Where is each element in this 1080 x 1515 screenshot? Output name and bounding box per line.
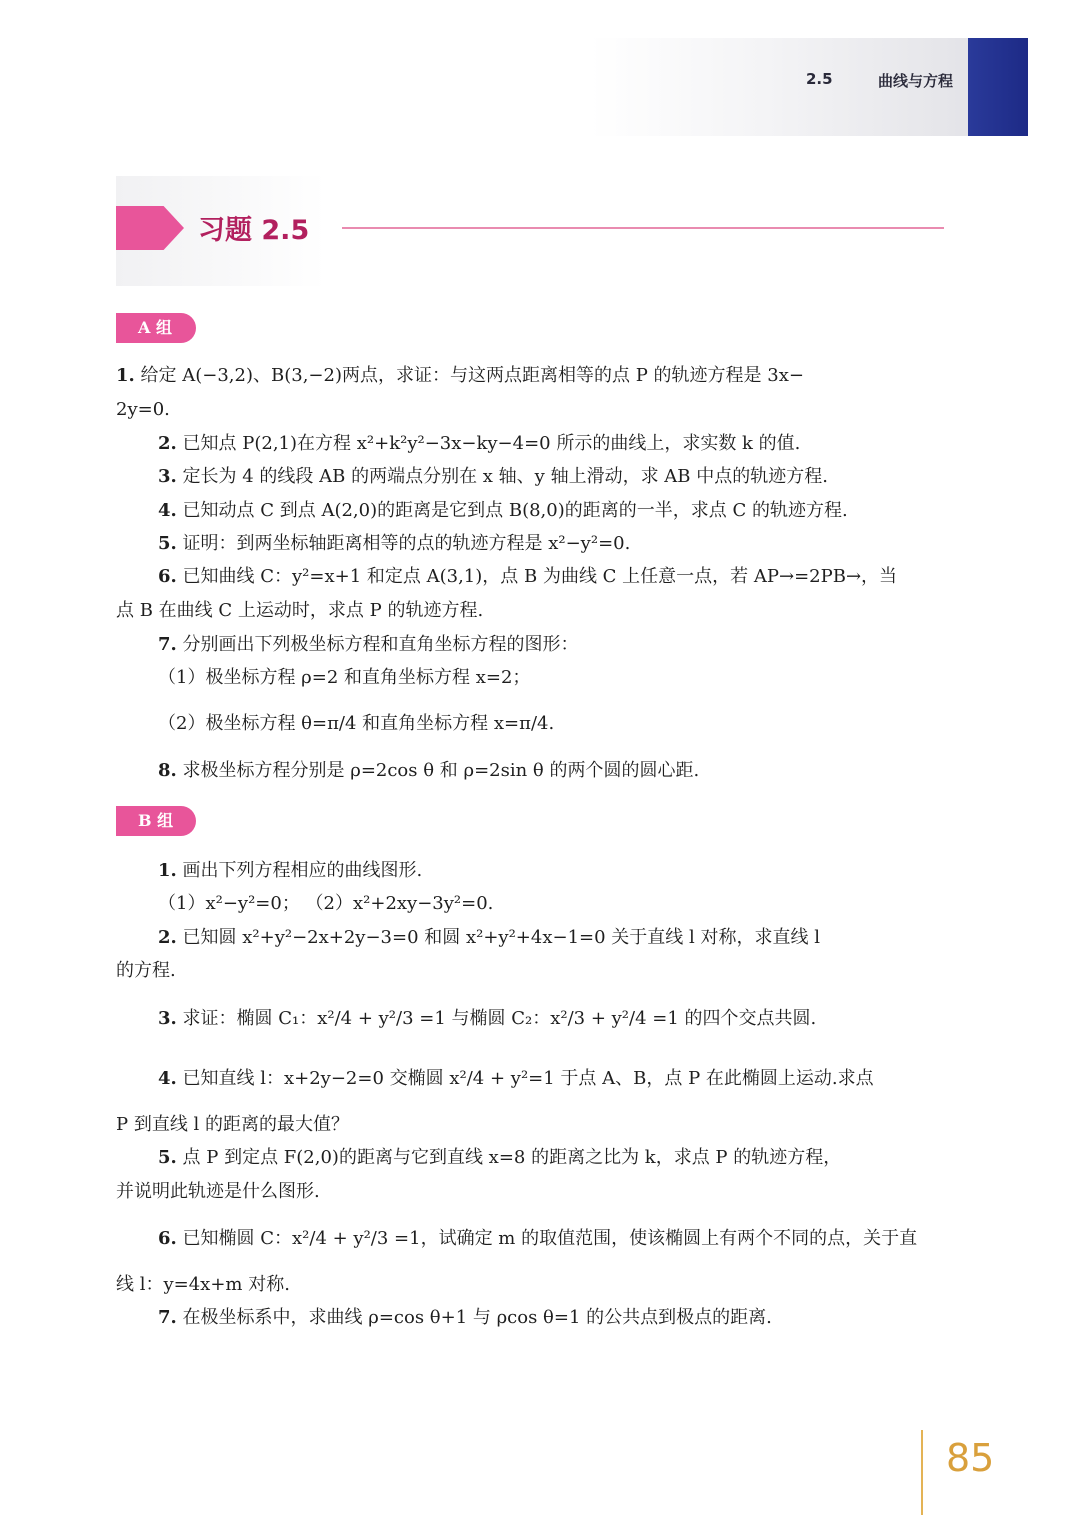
exercise-line: 1. 给定 A(−3,2)、B(3,−2)两点，求证：与这两点距离相等的点 P 的轨迹方程是 3x− <box>116 365 804 386</box>
exercise-line: 线 l：y=4x+m 对称. <box>116 1274 290 1295</box>
exercise-line: 8. 求极坐标方程分别是 ρ=2cos θ 和 ρ=2sin θ 的两个圆的圆心距. <box>158 760 700 781</box>
exercise-line: 6. 已知椭圆 C：x²/4 + y²/3 =1，试确定 m 的取值范围，使该椭圆上有两个不同的点，关于直 <box>158 1228 918 1249</box>
section-number: 2.5 <box>806 70 833 88</box>
exercise-line: 4. 已知动点 C 到点 A(2,0)的距离是它到点 B(8,0)的距离的一半，求点 C 的轨迹方程. <box>158 500 848 521</box>
exercise-line: （1）x²−y²=0； （2）x²+2xy−3y²=0. <box>158 893 494 914</box>
exercise-line: 6. 已知曲线 C：y²=x+1 和定点 A(3,1)，点 B 为曲线 C 上任意一点，若 AP→=2PB→，当 <box>158 566 898 587</box>
exercise-line: 4. 已知直线 l：x+2y−2=0 交椭圆 x²/4 + y²=1 于点 A、B，点 P 在此椭圆上运动.求点 <box>158 1068 874 1089</box>
exercise-line: P 到直线 l 的距离的最大值？ <box>116 1114 350 1135</box>
exercise-line: 1. 画出下列方程相应的曲线图形. <box>158 860 423 881</box>
exercise-line: （1）极坐标方程 ρ=2 和直角坐标方程 x=2； <box>158 667 531 688</box>
group-a-tag: A 组 <box>116 313 196 343</box>
header-blue-block <box>968 38 1028 136</box>
exercise-line: 2. 已知点 P(2,1)在方程 x²+k²y²−3x−ky−4=0 所示的曲线上，求实数 k 的值. <box>158 433 801 454</box>
exercise-line: （2）极坐标方程 θ=π/4 和直角坐标方程 x=π/4. <box>158 713 555 734</box>
page-number: 85 <box>946 1436 995 1480</box>
exercise-line: 5. 点 P 到定点 F(2,0)的距离与它到直线 x=8 的距离之比为 k，求点 P 的轨迹方程， <box>158 1147 842 1168</box>
exercise-line: 7. 在极坐标系中，求曲线 ρ=cos θ+1 与 ρcos θ=1 的公共点到极点的距离. <box>158 1307 772 1328</box>
exercise-line: 2y=0. <box>116 399 170 420</box>
title-rule <box>342 227 944 229</box>
exercise-line: 3. 求证：椭圆 C₁：x²/4 + y²/3 =1 与椭圆 C₂：x²/3 + y²/4 =1 的四个交点共圆. <box>158 1008 817 1029</box>
group-b-tag: B 组 <box>116 806 196 836</box>
exercise-title: 习题 2.5 <box>198 215 310 246</box>
exercise-line: 的方程. <box>116 960 176 981</box>
exercise-line: 5. 证明：到两坐标轴距离相等的点的轨迹方程是 x²−y²=0. <box>158 533 631 554</box>
page-number-rule <box>921 1430 923 1515</box>
exercise-line: 2. 已知圆 x²+y²−2x+2y−3=0 和圆 x²+y²+4x−1=0 关于直线 l 对称，求直线 l <box>158 927 820 948</box>
exercise-line: 并说明此轨迹是什么图形. <box>116 1181 320 1202</box>
exercise-line: 3. 定长为 4 的线段 AB 的两端点分别在 x 轴、y 轴上滑动，求 AB 中点的轨迹方程. <box>158 466 828 487</box>
exercise-line: 7. 分别画出下列极坐标方程和直角坐标方程的图形： <box>158 634 579 655</box>
section-name: 曲线与方程 <box>878 72 954 90</box>
exercise-line: 点 B 在曲线 C 上运动时，求点 P 的轨迹方程. <box>116 600 484 621</box>
